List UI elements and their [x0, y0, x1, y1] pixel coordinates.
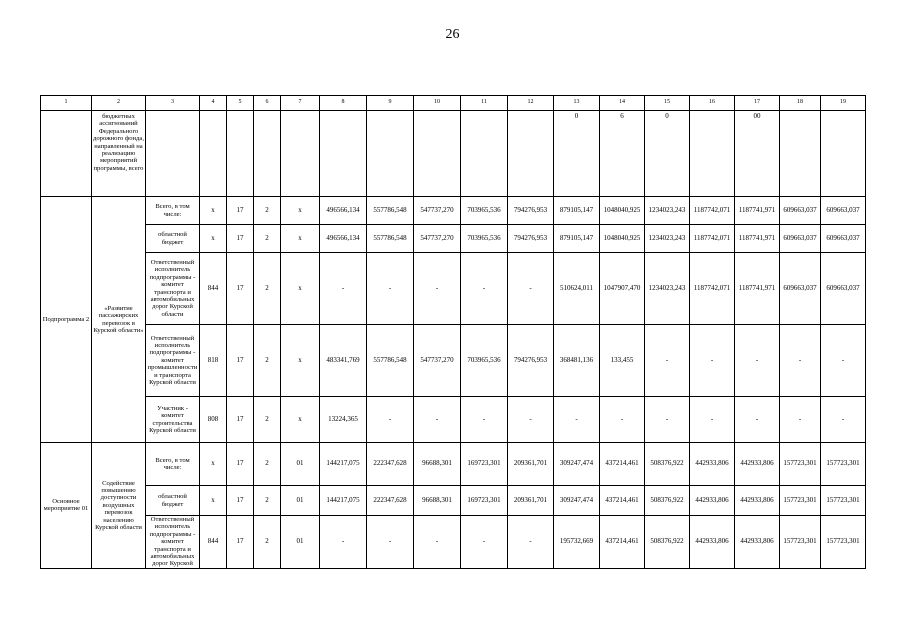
- table-cell: 157723,301: [821, 486, 866, 516]
- table-cell: 808: [200, 397, 227, 443]
- table-cell: [690, 111, 735, 197]
- table-cell: -: [508, 253, 554, 325]
- table-cell: 96688,301: [414, 443, 461, 486]
- table-row: [41, 325, 866, 397]
- table-row: [41, 516, 866, 569]
- table-cell: -: [780, 397, 821, 443]
- table-cell: 1234023,243: [645, 253, 690, 325]
- table-cell: 2: [254, 253, 281, 325]
- table-cell: 17: [227, 443, 254, 486]
- table-row: [41, 443, 866, 486]
- header-cell: 1: [41, 96, 92, 111]
- table-cell: 0: [645, 111, 690, 197]
- table-cell: 557786,548: [367, 225, 414, 253]
- table-cell: [461, 111, 508, 197]
- header-cell: 5: [227, 96, 254, 111]
- table-cell: [200, 111, 227, 197]
- table-cell: 0: [554, 111, 600, 197]
- table-cell: 442933,806: [690, 443, 735, 486]
- row-description: областной бюджет: [146, 225, 200, 253]
- table-cell: 222347,628: [367, 443, 414, 486]
- table-cell: 609663,037: [821, 197, 866, 225]
- header-cell: 4: [200, 96, 227, 111]
- row-description: Всего, в том числе:: [146, 197, 200, 225]
- row-description: Ответственный исполнитель подпрограммы - комитет промышленности и транспорта Курской области: [146, 325, 200, 397]
- row-description: Всего, в том числе:: [146, 443, 200, 486]
- header-cell: 13: [554, 96, 600, 111]
- table-cell: [780, 111, 821, 197]
- table-cell: х: [200, 443, 227, 486]
- table-cell: 609663,037: [780, 225, 821, 253]
- table-cell: 133,455: [600, 325, 645, 397]
- table-cell: х: [200, 197, 227, 225]
- program-name: Содействие повышению доступности воздушных перевозок населению Курской области: [92, 443, 146, 569]
- table-cell: [414, 111, 461, 197]
- header-cell: 12: [508, 96, 554, 111]
- table-cell: 794276,953: [508, 225, 554, 253]
- header-cell: 11: [461, 96, 508, 111]
- table-cell: -: [414, 253, 461, 325]
- table-cell: 508376,922: [645, 443, 690, 486]
- table-cell: 6: [600, 111, 645, 197]
- table-cell: 442933,806: [690, 486, 735, 516]
- table-cell: 547737,270: [414, 197, 461, 225]
- table-cell: 496566,134: [320, 197, 367, 225]
- program-label: Подпрограмма 2: [41, 197, 92, 443]
- table-cell: 609663,037: [821, 253, 866, 325]
- table-cell: 157723,301: [821, 443, 866, 486]
- header-cell: 10: [414, 96, 461, 111]
- table-cell: 17: [227, 516, 254, 569]
- table-cell: 157723,301: [780, 486, 821, 516]
- header-cell: 18: [780, 96, 821, 111]
- table-cell: -: [645, 397, 690, 443]
- table-cell: -: [414, 397, 461, 443]
- table-cell: 17: [227, 397, 254, 443]
- table-cell: [254, 111, 281, 197]
- table-row: [41, 225, 866, 253]
- table-cell: 844: [200, 253, 227, 325]
- table-cell: -: [461, 397, 508, 443]
- table-cell: 508376,922: [645, 516, 690, 569]
- table-cell: 703965,536: [461, 325, 508, 397]
- table-cell: 01: [281, 486, 320, 516]
- table-cell: 1047907,470: [600, 253, 645, 325]
- header-cell: 15: [645, 96, 690, 111]
- table-cell: 1048040,925: [600, 197, 645, 225]
- header-cell: 3: [146, 96, 200, 111]
- table-cell: 2: [254, 516, 281, 569]
- table-cell: -: [367, 253, 414, 325]
- table-row: [41, 197, 866, 225]
- header-cell: 8: [320, 96, 367, 111]
- table-cell: 609663,037: [821, 225, 866, 253]
- table-cell: 00: [735, 111, 780, 197]
- table-cell: 2: [254, 486, 281, 516]
- table-cell: [41, 111, 92, 197]
- table-cell: 144217,075: [320, 486, 367, 516]
- table-cell: 703965,536: [461, 225, 508, 253]
- table-cell: 13224,365: [320, 397, 367, 443]
- table-cell: 17: [227, 486, 254, 516]
- table-cell: 510624,011: [554, 253, 600, 325]
- table-cell: -: [320, 253, 367, 325]
- header-row: [41, 96, 866, 111]
- table-cell: 2: [254, 325, 281, 397]
- table-cell: 01: [281, 443, 320, 486]
- table-cell: 17: [227, 197, 254, 225]
- table-cell: [227, 111, 254, 197]
- table-cell: [367, 111, 414, 197]
- table-cell: [281, 111, 320, 197]
- table-cell: -: [821, 397, 866, 443]
- header-cell: 7: [281, 96, 320, 111]
- header-cell: 6: [254, 96, 281, 111]
- table-cell: 309247,474: [554, 443, 600, 486]
- program-name: «Развитие пассажирских перевозок в Курской области»: [92, 197, 146, 443]
- table-cell: х: [281, 197, 320, 225]
- table-cell: 547737,270: [414, 225, 461, 253]
- table-cell: 437214,461: [600, 486, 645, 516]
- table-cell: х: [281, 253, 320, 325]
- table-cell: 157723,301: [821, 516, 866, 569]
- table-cell: 157723,301: [780, 516, 821, 569]
- table-cell: 442933,806: [735, 516, 780, 569]
- table-cell: 1187741,971: [735, 197, 780, 225]
- header-cell: 14: [600, 96, 645, 111]
- table-cell: 879105,147: [554, 197, 600, 225]
- table-cell: 437214,461: [600, 516, 645, 569]
- table-cell: -: [821, 325, 866, 397]
- table-cell: 1187742,071: [690, 253, 735, 325]
- table-cell: 2: [254, 225, 281, 253]
- row-description: Ответственный исполнитель подпрограммы - комитет транспорта и автомобильных дорог Курской: [146, 516, 200, 569]
- table-cell: 609663,037: [780, 197, 821, 225]
- row-description: Участник - комитет строительства Курской области: [146, 397, 200, 443]
- table-cell: -: [508, 397, 554, 443]
- row-description: бюджетных ассигнований Федерального дорожного фонда, направленный на реализацию мероприятий программы, всего: [92, 111, 146, 197]
- table-cell: -: [508, 516, 554, 569]
- table-row: [41, 253, 866, 325]
- table-cell: 368481,136: [554, 325, 600, 397]
- table-cell: х: [281, 325, 320, 397]
- table-cell: -: [554, 397, 600, 443]
- table-cell: 1048040,925: [600, 225, 645, 253]
- table-cell: х: [200, 225, 227, 253]
- table-cell: 209361,701: [508, 443, 554, 486]
- program-label: Основное мероприятие 01: [41, 443, 92, 569]
- table-cell: 437214,461: [600, 443, 645, 486]
- row-description: Ответственный исполнитель подпрограммы - комитет транспорта и автомобильных дорог Курской области: [146, 253, 200, 325]
- table-cell: 2: [254, 443, 281, 486]
- table-cell: 2: [254, 197, 281, 225]
- table-cell: 609663,037: [780, 253, 821, 325]
- budget-table: [40, 95, 866, 569]
- table-cell: 1234023,243: [645, 197, 690, 225]
- table-cell: х: [281, 397, 320, 443]
- table-cell: 442933,806: [690, 516, 735, 569]
- header-cell: 17: [735, 96, 780, 111]
- table-cell: -: [461, 516, 508, 569]
- table-cell: 703965,536: [461, 197, 508, 225]
- table-cell: -: [320, 516, 367, 569]
- table-cell: 2: [254, 397, 281, 443]
- table-row: [41, 111, 866, 197]
- table-cell: 17: [227, 225, 254, 253]
- table-cell: 195732,669: [554, 516, 600, 569]
- table-cell: -: [735, 397, 780, 443]
- table-cell: 496566,134: [320, 225, 367, 253]
- table-cell: 1187742,071: [690, 197, 735, 225]
- header-cell: 19: [821, 96, 866, 111]
- table-cell: 169723,301: [461, 486, 508, 516]
- table-cell: 209361,701: [508, 486, 554, 516]
- table-cell: 508376,922: [645, 486, 690, 516]
- table-cell: 96688,301: [414, 486, 461, 516]
- table-cell: -: [367, 397, 414, 443]
- table-cell: 844: [200, 516, 227, 569]
- table-cell: -: [690, 325, 735, 397]
- table-cell: [320, 111, 367, 197]
- table-cell: 818: [200, 325, 227, 397]
- table-row: [41, 486, 866, 516]
- table-cell: х: [200, 486, 227, 516]
- table-cell: 144217,075: [320, 443, 367, 486]
- table-cell: 483341,769: [320, 325, 367, 397]
- table-cell: -: [690, 397, 735, 443]
- table-cell: 17: [227, 253, 254, 325]
- table-cell: 222347,628: [367, 486, 414, 516]
- page-number: 26: [445, 27, 460, 42]
- table-cell: х: [281, 225, 320, 253]
- header-cell: 2: [92, 96, 146, 111]
- table-cell: 157723,301: [780, 443, 821, 486]
- table-cell: 01: [281, 516, 320, 569]
- table-cell: 442933,806: [735, 443, 780, 486]
- table-cell: 1187741,971: [735, 225, 780, 253]
- table-cell: 442933,806: [735, 486, 780, 516]
- header-cell: 16: [690, 96, 735, 111]
- table-cell: 557786,548: [367, 325, 414, 397]
- table-cell: -: [780, 325, 821, 397]
- table-cell: 169723,301: [461, 443, 508, 486]
- table-cell: 794276,953: [508, 325, 554, 397]
- table-cell: 879105,147: [554, 225, 600, 253]
- table-cell: 309247,474: [554, 486, 600, 516]
- table-cell: 557786,548: [367, 197, 414, 225]
- table-cell: [821, 111, 866, 197]
- row-description: областной бюджет: [146, 486, 200, 516]
- table-cell: -: [367, 516, 414, 569]
- table-cell: -: [414, 516, 461, 569]
- table-cell: 794276,953: [508, 197, 554, 225]
- table-cell: [508, 111, 554, 197]
- table-cell: 547737,270: [414, 325, 461, 397]
- table-cell: -: [645, 325, 690, 397]
- table-cell: 1234023,243: [645, 225, 690, 253]
- header-cell: 9: [367, 96, 414, 111]
- table-cell: 17: [227, 325, 254, 397]
- table-row: [41, 397, 866, 443]
- table-cell: [146, 111, 200, 197]
- table-cell: -: [461, 253, 508, 325]
- table-cell: 1187742,071: [690, 225, 735, 253]
- table-cell: -: [735, 325, 780, 397]
- table-cell: 1187741,971: [735, 253, 780, 325]
- table-cell: -: [600, 397, 645, 443]
